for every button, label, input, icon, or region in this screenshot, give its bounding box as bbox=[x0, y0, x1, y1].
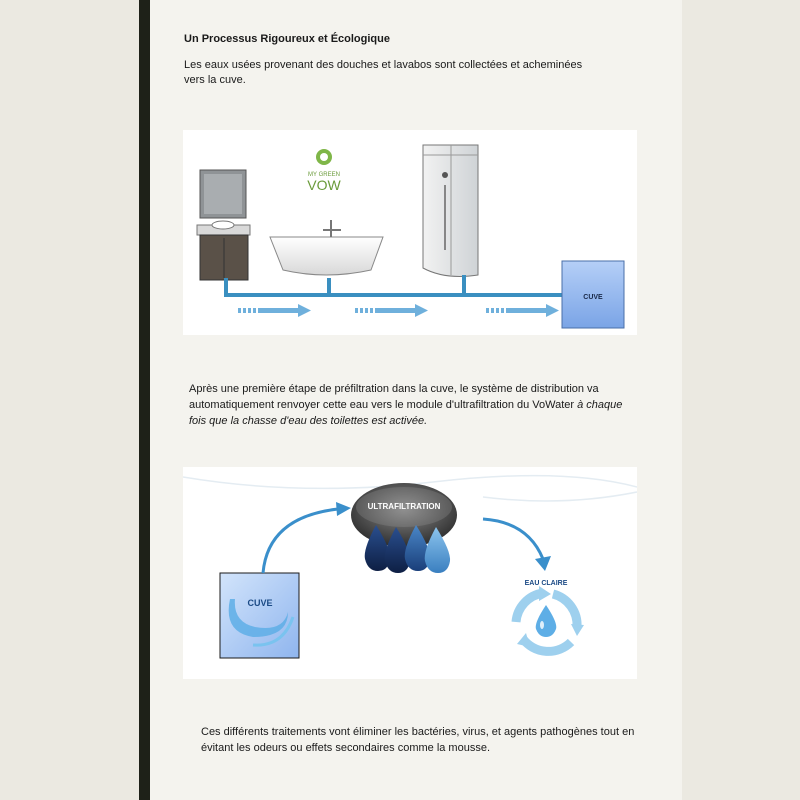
flow-arrow-to-filter bbox=[263, 502, 351, 573]
my-green-vow-logo bbox=[307, 149, 341, 193]
figure-collection-diagram bbox=[183, 130, 637, 335]
water-tank bbox=[562, 261, 624, 328]
svg-text:MY GREEN: MY GREEN bbox=[308, 172, 340, 178]
svg-text:VOW: VOW bbox=[307, 177, 341, 193]
pipe-network bbox=[224, 275, 562, 297]
svg-text:CUVE: CUVE bbox=[583, 294, 603, 301]
page-left-bar bbox=[139, 0, 150, 800]
svg-text:EAU CLAIRE: EAU CLAIRE bbox=[524, 580, 568, 587]
clear-water-recycle-icon bbox=[516, 580, 584, 651]
cuve-tank-box bbox=[220, 573, 299, 658]
flow-arrow-to-clear-water bbox=[483, 519, 551, 571]
flow-arrows bbox=[238, 304, 559, 317]
bathtub-icon bbox=[270, 220, 383, 275]
figure-ultrafiltration-diagram bbox=[183, 467, 637, 679]
section-title: Un Processus Rigoureux et Écologique bbox=[184, 33, 390, 45]
sink-cabinet-icon bbox=[197, 170, 250, 280]
paragraph-collection: Les eaux usées provenant des douches et lavabos sont collectées et acheminées vers la cuve. bbox=[184, 59, 583, 86]
paragraph-distribution bbox=[189, 381, 629, 429]
svg-text:CUVE: CUVE bbox=[247, 598, 273, 608]
paragraph-distribution-italic: à chaque fois que la chasse d'eau des toilettes est activée. bbox=[189, 399, 623, 427]
svg-text:ULTRAFILTRATION: ULTRAFILTRATION bbox=[367, 502, 441, 511]
paragraph-distribution-text: Après une première étape de préfiltration dans la cuve, le système de distribution va automatiquement renvoyer cette eau vers le module d'ultrafiltration du VoWater bbox=[189, 383, 599, 411]
shower-cabin-icon bbox=[423, 145, 478, 276]
paragraph-treatment: Ces différents traitements vont éliminer les bactéries, virus, et agents pathogènes tout en évitant les odeurs ou effets secondaires comme la mousse. bbox=[201, 726, 635, 754]
